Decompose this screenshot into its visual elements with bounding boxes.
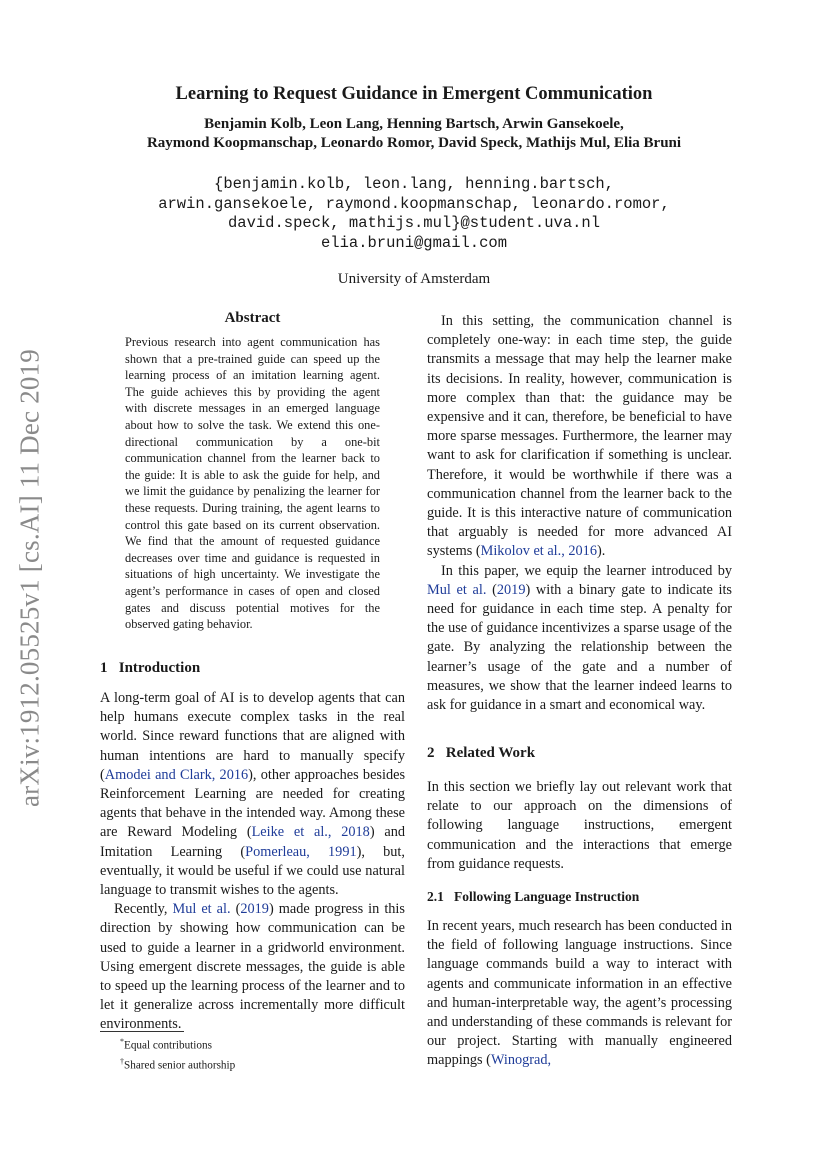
- affiliation: University of Amsterdam: [337, 271, 491, 287]
- abstract-heading: Abstract: [224, 310, 281, 326]
- author-list: [0, 115, 828, 153]
- section-1-heading: [100, 660, 200, 677]
- authors-line-2: Raymond Koopmanschap, Leonardo Romor, David Speck, Mathijs Mul, Elia Bruni: [146, 135, 682, 151]
- citation-link[interactable]: Mul et al.: [427, 581, 487, 598]
- subsection-title: Following Language Instruction: [454, 889, 640, 904]
- email-line: arwin.gansekoele, raymond.koopmanschap, leonardo.romor,: [158, 194, 670, 213]
- citation-link[interactable]: 2019: [496, 581, 526, 598]
- subsection-number: 2.1: [427, 889, 444, 904]
- citation-link[interactable]: 2019: [240, 901, 269, 918]
- email-line: elia.bruni@gmail.com: [320, 233, 508, 252]
- footnote-1: *Equal contributions: [120, 1037, 212, 1052]
- abstract-text: Previous research into agent communication has shown that a pre-trained guide can speed up the learning process of an imitation learning agent. The guide achieves this by providing the agent with discrete messages in an emerged language about how to solve the task. We extend this one-directional communication by a one-bit communication channel from the learner back to the guide: It is able to ask the guide for help, and we limit the guidance by penalizing the learner for these requests. During training, the agent learns to control this gate based on its current observation. We find that the amount of requested guidance decreases over time and guidance is requested in situations of high uncertainty. We investigate the agent’s performance in cases of open and closed gates and discuss potential motives for the observed gating behavior.: [125, 335, 380, 632]
- citation-link[interactable]: Mul et al.: [172, 901, 231, 918]
- intro-body: [100, 689, 405, 1035]
- arxiv-stamp: [8, 308, 52, 848]
- intro-paragraph-1: A long-term goal of AI is to develop agents that can help humans execute complex tasks in the real world. Since reward functions that are aligned with human intentions are hard to manually specify (Amodei and Clark, 2016), other approaches besides Reinforcement Learning are needed for creating agents that behave in the intended way. Among these are Reward Modeling (Leike et al., 2018) and Imitation Learning (Pomerleau, 1991), but, eventually, it would be useful if we could use natural language to transmit wishes to the agents.: [100, 690, 406, 899]
- footnote-2: †Shared senior authorship: [120, 1056, 236, 1072]
- right-paragraph-1: In this setting, the communication channel is completely one-way: in each time step, the guide transmits a message that may help the learner make its decisions. In reality, however, communication is more complex than that: the guidance may be expensive and it can, therefore, be beneficial to have more sparse messages. Furthermore, the learner may want to ask for clarification if something is unclear. Therefore, it would be worthwhile if there was a communication channel from the learner back to the guide. It is this interactive nature of communication that arguably is needed for more advanced AI systems (Mikolov et al., 2016).: [427, 313, 732, 560]
- following-language-text: In recent years, much research has been conducted in the field of following language instructions. Since language commands build a way to interact with agents and communicate information in an effective and human-interpretable way, the agent’s processing and understanding of these commands is relevant for our project. Starting with manually engineered mappings (Winograd,: [427, 918, 732, 1069]
- email-line: david.speck, mathijs.mul}@student.uva.nl: [227, 214, 601, 232]
- citation-link[interactable]: Amodei and Clark, 2016: [104, 766, 249, 783]
- subsection-2-1-heading: [427, 889, 639, 905]
- section-title: Introduction: [118, 660, 201, 676]
- right-column-intro: [427, 312, 732, 715]
- footnote-divider: [100, 1031, 184, 1032]
- section-number: 2: [427, 745, 435, 761]
- citation-link[interactable]: Pomerleau, 1991: [245, 843, 357, 860]
- paper-title: Learning to Request Guidance in Emergent Communication: [175, 84, 653, 104]
- intro-paragraph-2: Recently, Mul et al. (2019) made progress in this direction by showing how communication can be used to guide a learner in a gridworld environment. Using emergent discrete messages, the guide is able to speed up the learning process of the learner and to let it generalize across incrementally more difficult environments.: [100, 901, 405, 1033]
- citation-link[interactable]: Mikolov et al., 2016: [480, 543, 597, 560]
- email-line: {benjamin.kolb, leon.lang, henning.bartsch,: [214, 175, 614, 193]
- arxiv-stamp-text: arXiv:1912.05525v1 [cs.AI] 11 Dec 2019: [14, 348, 45, 808]
- footnotes: [120, 1034, 235, 1073]
- citation-link[interactable]: Leike et al., 2018: [251, 824, 370, 841]
- email-block: [0, 175, 828, 253]
- right-paragraph-2: In this paper, we equip the learner introduced by Mul et al. (2019) with a binary gate to indicate its need for guidance in each time step. A penalty for the use of guidance incentivizes a sparse usage of the gate. By analyzing the relationship between the learner’s usage of the gate and a number of measures, we show that the learner indeed learns to ask for guidance in a smart and economical way.: [427, 562, 732, 714]
- section-2-heading: [427, 745, 535, 762]
- related-work-intro: In this section we briefly lay out relevant work that relate to our approach on the dimensions of following language instructions, emergent communication and the interactions that emerge from guidance requests.: [427, 779, 732, 872]
- citation-link[interactable]: Winograd,: [490, 1052, 552, 1069]
- section-number: 1: [100, 660, 108, 676]
- authors-line-1: Benjamin Kolb, Leon Lang, Henning Bartsch, Arwin Gansekoele,: [204, 116, 624, 132]
- section-title: Related Work: [445, 745, 536, 761]
